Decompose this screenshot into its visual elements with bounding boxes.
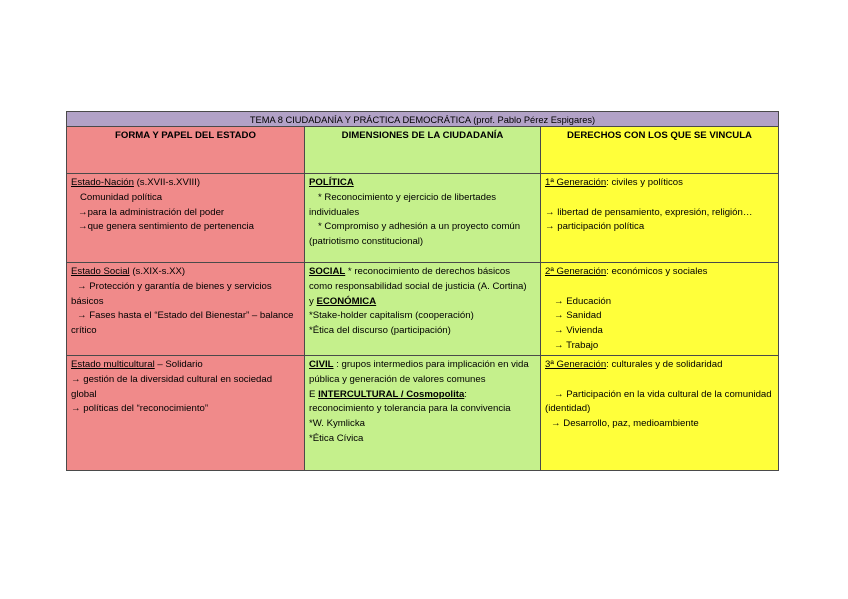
dimension-cell (305, 174, 541, 263)
dimension-intro: * reconocimiento de derechos básicos como responsabilidad social de justicia (A. Cortina) (309, 266, 527, 292)
table-row (67, 174, 779, 263)
derecho-line: → Educación (554, 295, 612, 307)
derecho-line: → Sanidad (554, 310, 602, 322)
estado-period: (s.XIX-s.XX) (129, 266, 186, 277)
dimension-cell (305, 263, 541, 356)
derecho-line: → Vivienda (554, 325, 603, 337)
dimension-line: *W. Kymlicka (309, 418, 365, 430)
derechos-cell (541, 263, 779, 356)
table-title: TEMA 8 CIUDADANÍA Y PRÁCTICA DEMOCRÁTICA (prof. Pablo Pérez Espigares) (67, 112, 779, 127)
dimension-name: SOCIAL (309, 266, 346, 277)
generation-name: 1ª Generación (545, 177, 607, 188)
estado-line: → Protección y garantía de bienes y servicios básicos (71, 280, 272, 307)
dimension-conj: E (309, 388, 319, 400)
derecho-line: → Trabajo (554, 339, 599, 351)
estado-name: Estado multicultural (71, 359, 155, 370)
table-row (67, 356, 779, 471)
dimension-name-2: ECONÓMICA (316, 295, 377, 307)
estado-name: Estado Social (71, 266, 130, 277)
estado-cell (67, 174, 305, 263)
estado-line: → Fases hasta el “Estado del Bienestar” – balance crítico (71, 310, 294, 337)
estado-line: → gestión de la diversidad cultural en sociedad global (71, 373, 273, 400)
header-forma-estado: FORMA Y PAPEL DEL ESTADO (67, 127, 305, 174)
citizenship-table (66, 111, 779, 471)
dimension-line: *Ética del discurso (participación) (309, 325, 451, 337)
estado-name: Estado-Nación (71, 177, 134, 188)
generation-suffix: : económicos y sociales (606, 266, 708, 277)
estado-line: →que genera sentimiento de pertenencia (78, 221, 255, 233)
generation-suffix: : culturales y de solidaridad (606, 359, 723, 370)
dimension-cell (305, 356, 541, 471)
header-derechos: DERECHOS CON LOS QUE SE VINCULA (541, 127, 779, 174)
derechos-cell (541, 174, 779, 263)
generation-name: 2ª Generación (545, 266, 607, 277)
title-row (67, 112, 779, 127)
dimension-line: reconocimiento y tolerancia para la convivencia (309, 403, 511, 415)
generation-suffix: : civiles y políticos (606, 177, 683, 188)
dimension-line: * Compromiso y adhesión a un proyecto común (patriotismo constitucional) (309, 221, 521, 248)
dimension-name: POLÍTICA (309, 177, 354, 188)
estado-cell (67, 263, 305, 356)
table-row (67, 263, 779, 356)
dimension-line: *Ética Cívica (309, 432, 364, 444)
dimension-conj: y (309, 295, 317, 307)
estado-line: Comunidad política (80, 191, 163, 203)
dimension-intro: : grupos intermedios para implicación en vida pública y generación de valores comunes (309, 359, 529, 385)
derecho-line: → Desarrollo, paz, medioambiente (551, 418, 699, 430)
generation-name: 3ª Generación (545, 359, 607, 370)
header-row (67, 127, 779, 174)
estado-line: →para la administración del poder (78, 206, 225, 218)
dimension-line: *Stake-holder capitalism (cooperación) (309, 310, 474, 322)
derechos-cell (541, 356, 779, 471)
estado-line: → políticas del “reconocimiento” (71, 403, 209, 415)
estado-period: (s.XVII-s.XVIII) (133, 177, 201, 188)
estado-cell (67, 356, 305, 471)
estado-period: – Solidario (154, 359, 203, 370)
header-dimensiones: DIMENSIONES DE LA CIUDADANÍA (305, 127, 541, 174)
dimension-colon: : (464, 388, 467, 400)
dimension-name-2: INTERCULTURAL / Cosmopolita (318, 388, 465, 400)
derecho-line: → participación política (545, 221, 645, 233)
dimension-name: CIVIL (309, 359, 334, 370)
derecho-line: → libertad de pensamiento, expresión, religión… (545, 206, 753, 218)
dimension-line: * Reconocimiento y ejercicio de libertades individuales (309, 191, 497, 218)
derecho-line: → Participación en la vida cultural de la comunidad (identidad) (545, 388, 772, 415)
